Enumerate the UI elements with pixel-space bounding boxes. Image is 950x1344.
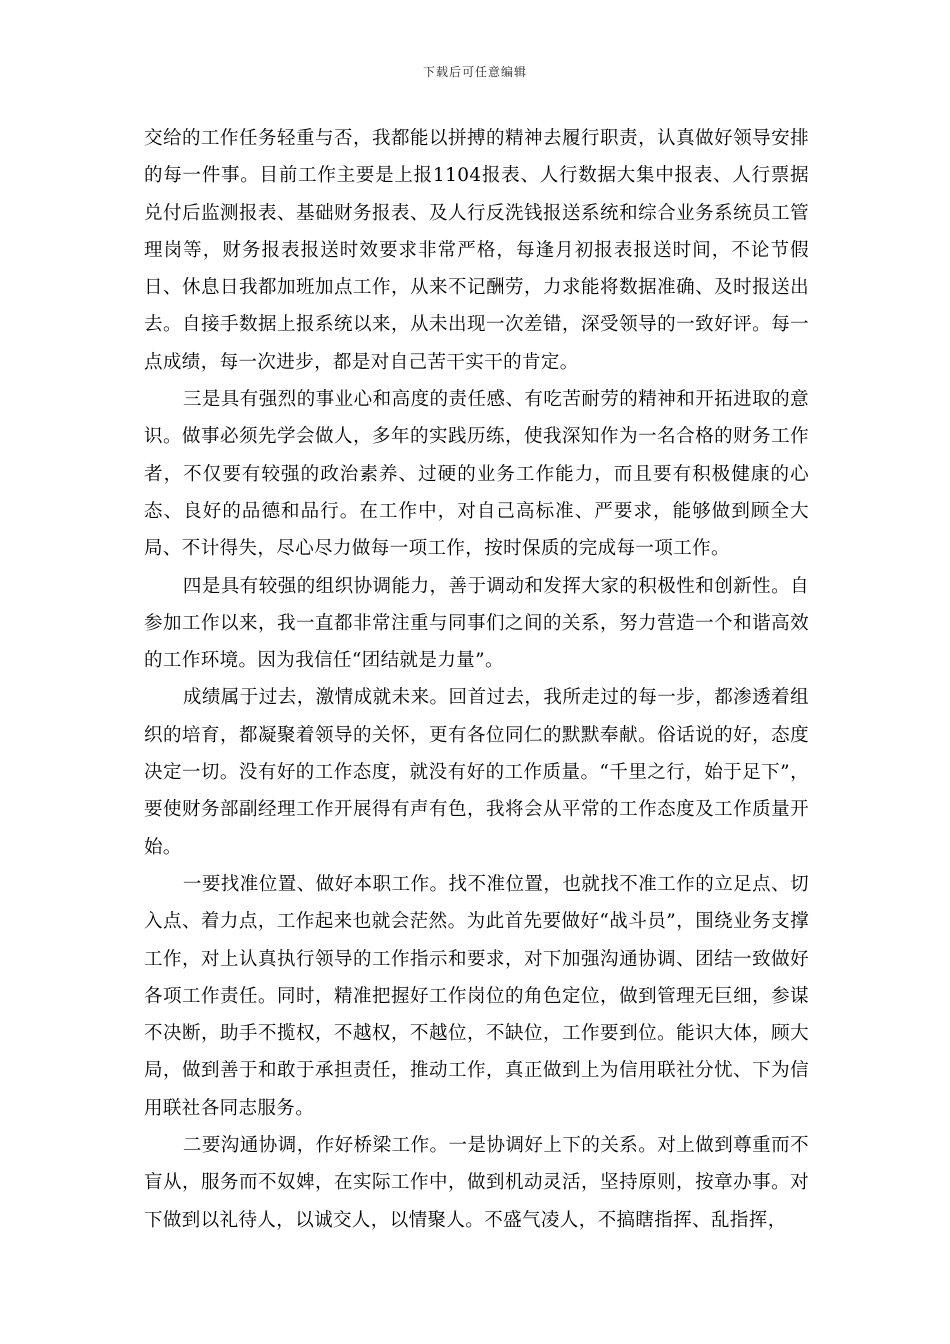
paragraph: 二要沟通协调，作好桥梁工作。一是协调好上下的关系。对上做到尊重而不盲从，服务而不奴婢，在实际工作中，做到机动灵活，坚持原则，按章办事。对下做到以礼待人，以诚交人，以情聚人。不盛气凌人，不搞瞎指挥、乱指挥， — [144, 1135, 809, 1231]
paragraph: 四是具有较强的组织协调能力，善于调动和发挥大家的积极性和创新性。自参加工作以来，我一直都非常注重与同事们之间的关系，努力营造一个和谐高效的工作环境。因为我信任“团结就是力量”。 — [144, 575, 809, 672]
document-body — [144, 120, 809, 1239]
paragraph: 交给的工作任务轻重与否，我都能以拼搏的精神去履行职责，认真做好领导安排的每一件事。目前工作主要是上报1104报表、人行数据大集中报表、人行票据兑付后监测报表、基础财务报表、及人行反洗钱报送系统和综合业务系统员工管理岗等，财务报表报送时效要求非常严格，每逢月初报表报送时间，不论节假日、休息日我都加班加点工作，从来不记酬劳，力求能将数据准确、及时报送出去。自接手数据上报系统以来，从未出现一次差错，深受领导的一致好评。每一点成绩，每一次进步，都是对自己苦干实干的肯定。 — [144, 128, 809, 373]
paragraph: 成绩属于过去，激情成就未来。回首过去，我所走过的每一步，都渗透着组织的培育，都凝聚着领导的关怀，更有各位同仁的默默奉献。俗话说的好，态度决定一切。没有好的工作态度，就没有好的工作质量。“千里之行，始于足下”，要使财务部副经理工作开展得有声有色，我将会从平常的工作态度及工作质量开始。 — [144, 687, 809, 858]
page-header: 下载后可任意编辑 — [422, 65, 527, 79]
paragraph: 一要找准位置、做好本职工作。找不准位置，也就找不准工作的立足点、切入点、着力点，工作起来也就会茫然。为此首先要做好“战斗员”，围绕业务支撑工作，对上认真执行领导的工作指示和要求，对下加强沟通协调、团结一致做好各项工作责任。同时，精准把握好工作岗位的角色定位，做到管理无巨细，参谋不决断，助手不揽权，不越权，不越位，不缺位，工作要到位。能识大体，顾大局，做到善于和敢于承担责任，推动工作，真正做到上为信用联社分忧、下为信用联社各同志服务。 — [144, 873, 809, 1119]
paragraph: 三是具有强烈的事业心和高度的责任感、有吃苦耐劳的精神和开拓进取的意识。做事必须先学会做人，多年的实践历练，使我深知作为一名合格的财务工作者，不仅要有较强的政治素养、过硬的业务工作能力，而且要有积极健康的心态、良好的品德和品行。在工作中，对自己高标准、严要求，能够做到顾全大局、不计得失，尽心尽力做每一项工作，按时保质的完成每一项工作。 — [144, 389, 809, 560]
